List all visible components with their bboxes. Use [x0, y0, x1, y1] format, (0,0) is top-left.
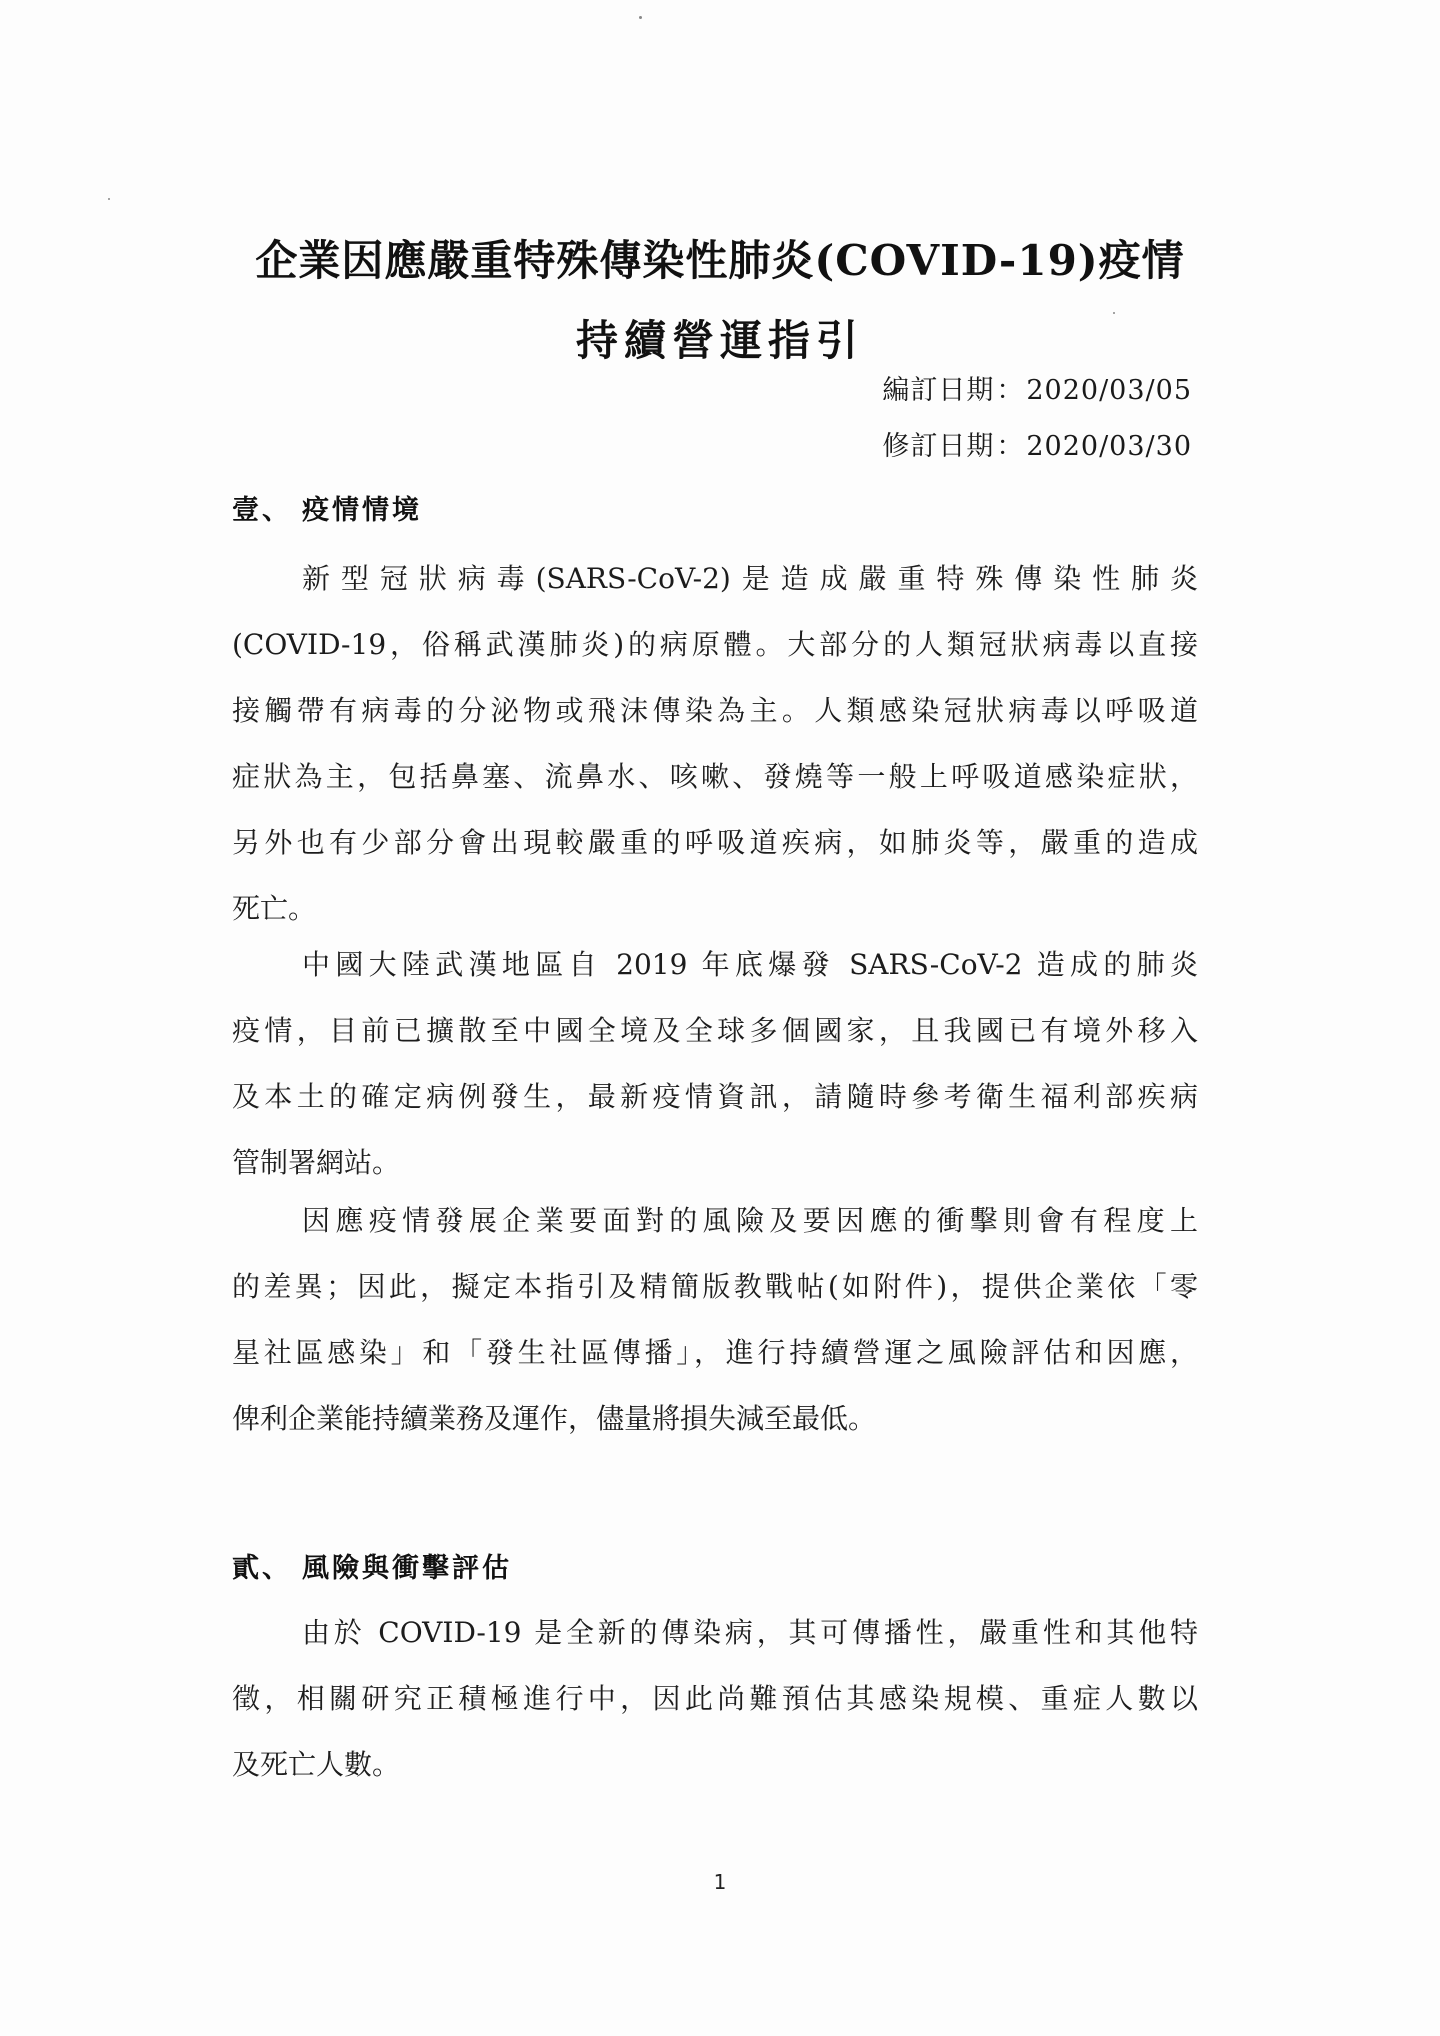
revised-date-separator: ： [996, 431, 1025, 462]
paragraph-line: 管制署網站。 [232, 1146, 401, 1179]
paragraph-line: 徵，相關研究正積極進行中，因此尚難預估其感染規模、重症人數以 [232, 1682, 1198, 1715]
paragraph-line: 中國大陸武漢地區自 2019 年底爆發 SARS-CoV-2 造成的肺炎 [302, 948, 1198, 981]
paragraph-line: 星社區感染」和「發生社區傳播」，進行持續營運之風險評估和因應， [232, 1336, 1198, 1369]
section-title: 疫情情境 [302, 495, 422, 526]
paragraph-line: 死亡。 [232, 892, 317, 925]
section-number: 壹、 [232, 495, 292, 526]
revised-date [882, 424, 1192, 463]
scan-speck [639, 16, 642, 19]
paragraph-line: 及死亡人數。 [232, 1748, 401, 1781]
paragraph [232, 932, 1198, 1196]
paragraph-line: 疫情，目前已擴散至中國全境及全球多個國家，且我國已有境外移入 [232, 1014, 1198, 1047]
compiled-date-value: 2020/03/05 [1026, 375, 1192, 406]
revised-date-value: 2020/03/30 [1026, 431, 1192, 462]
paragraph-line: 接觸帶有病毒的分泌物或飛沫傳染為主。人類感染冠狀病毒以呼吸道 [232, 694, 1198, 727]
compiled-date [882, 368, 1192, 407]
section-title: 風險與衝擊評估 [302, 1553, 512, 1584]
paragraph-line: 的差異；因此，擬定本指引及精簡版教戰帖(如附件)，提供企業依「零 [232, 1270, 1198, 1303]
paragraph-line: 因應疫情發展企業要面對的風險及要因應的衝擊則會有程度上 [302, 1204, 1198, 1237]
document-subtitle: 持續營運指引 [575, 316, 864, 365]
section-heading [232, 1546, 512, 1585]
paragraph-line: 新型冠狀病毒(SARS-CoV-2)是造成嚴重特殊傳染性肺炎 [302, 562, 1198, 595]
paragraph-line: 另外也有少部分會出現較嚴重的呼吸道疾病，如肺炎等，嚴重的造成 [232, 826, 1198, 859]
paragraph-line: 俾利企業能持續業務及運作，儘量將損失減至最低。 [232, 1402, 877, 1435]
scan-speck [108, 198, 110, 200]
paragraph [232, 1188, 1198, 1452]
paragraph-line: (COVID-19，俗稱武漢肺炎)的病原體。大部分的人類冠狀病毒以直接 [232, 628, 1198, 661]
revised-date-label: 修訂日期 [882, 431, 995, 462]
paragraph [232, 546, 1198, 942]
document-title: 企業因應嚴重特殊傳染性肺炎(COVID-19)疫情 [255, 236, 1185, 285]
paragraph-line: 及本土的確定病例發生，最新疫情資訊，請隨時參考衛生福利部疾病 [232, 1080, 1198, 1113]
paragraph [232, 1600, 1198, 1798]
section-heading [232, 488, 422, 527]
compiled-date-separator: ： [996, 375, 1025, 406]
section-number: 貳、 [232, 1553, 292, 1584]
paragraph-line: 由於 COVID-19 是全新的傳染病，其可傳播性，嚴重性和其他特 [302, 1616, 1198, 1649]
page-number: 1 [713, 1870, 727, 1894]
paragraph-line: 症狀為主，包括鼻塞、流鼻水、咳嗽、發燒等一般上呼吸道感染症狀， [232, 760, 1198, 793]
compiled-date-label: 編訂日期 [882, 375, 995, 406]
